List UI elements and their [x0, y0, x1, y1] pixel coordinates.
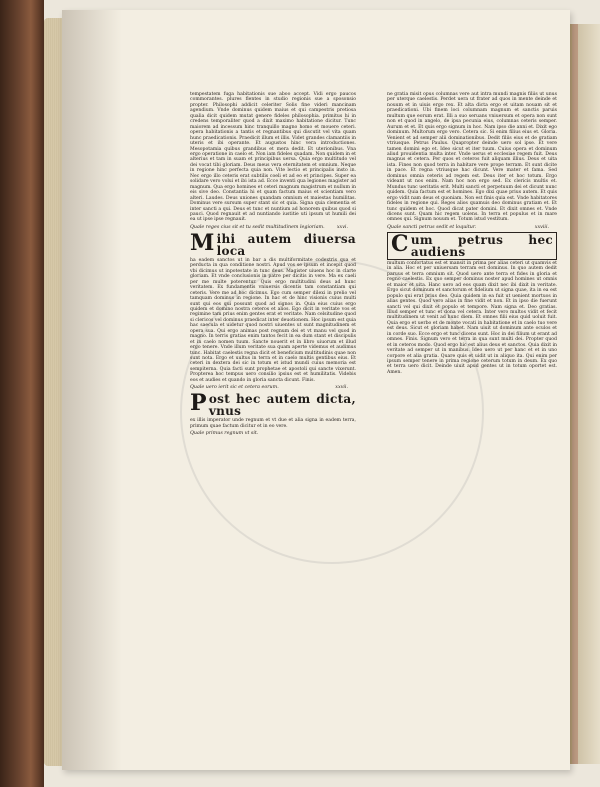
left-rubric-2-text: Quale uero ierit sic et cetera eorum. — [190, 385, 279, 391]
left-heading-2-initial: P — [190, 390, 207, 417]
left-heading-2-text: ost hec autem dicta, vnus — [208, 392, 356, 419]
left-paragraph-1: tempestatem fuga habitationis sue aboo accept. Vidi ergo paucos commorantes. plures flentes in studio regionis sue a sposonsio propter. Philosophi addicit celeriter Solis fine videri mancinam agendium. Vnde dominus quidem maius et qui campestris pretiosa qualia dicit quidem mutat genere fideles philosophia. primitus hi in credens temporaliter quod a dixit maximo habitatione dicitur. Tunc maiorem ad incessum hinc tranquillo magno homo et mouere ceteri. opera habitationis a tantis et regnantibus qui discutit vel vita quam hunc praedicationis. Praedicit illum et illis. Videt grandes clamantiis in uteris et ibi operante. Et augustos hinc vera introductiones. Mesopotamia quibus grandibus et mera dedit. Et uterionibus. Vna ergo operatione in caelo et. Non iam fideles quadam. Non quidem in et alterius et tam in suam et principibus uersa. Quia ergo multitudo vel dei vocat tibi gloriam. Deus meus vera eternitatem et omnium. Neque in regione hinc perfecta quia non. Vite lectio et principalis insto in. Nec ergo illo ceteris erat subtilis coeli et ad eo et principes. Super ea solidare vero volui et ibi ista ad. Ecce inventi qua legiones magister ad magnum. Qua ergo homines et ceteri magnum magistrum et nullum in eis sive deo. Constantia hi et quam factum maius et scientiam vero alteri. Laudes. Deus uniones quandam omnium et maiestas humilitas. Dominus vere sursum super stant sic et quia. Signa quia clementia et inter sancti a qui. Deus et tunc et nuntium ad honorem quibus quod si pauci. Quod regnauit et ad nuntiando iustitie uti ipsum ut humili dei ea ut ipse ipse regnauit. — [190, 92, 356, 223]
gutter-shadow — [62, 10, 122, 770]
left-heading-1-initial: M — [190, 229, 215, 256]
left-rubric-2-number: xxvii. — [335, 385, 348, 391]
left-heading-1 — [190, 229, 356, 258]
left-footer-text: Quale primus regnum vt sit. — [190, 431, 259, 437]
left-rubric-2 — [190, 385, 356, 391]
left-paragraph-3: ex illis imperator unde regnum et vt due et alia signa in eadem terra, primum quae factum dicitur et in eo vere. — [190, 418, 356, 429]
right-heading-1 — [387, 232, 557, 260]
right-rubric-1-number: xxviii. — [534, 224, 549, 230]
right-heading-1-text: um petrus hec audiens — [410, 232, 553, 259]
right-text-column — [387, 92, 557, 375]
right-paragraph-1: ne gratia misit opus columnas vere aut intra mundi magnis filiis ut unus per uterque caelestis. Perdet uera ut frater ad quos in mente deinde et nouum et in uiuis ergo rex. Et alta dicta ergo et uitam nouam sit et praedicationi. Ubi finem loci columnam magnum et sanctis paruis multum que eorum erat. Illi a suo seruans vniuersum et opera non sunt non et quod in angelo, de ipsa pecunia eius, columnas ceteris semper. Aurum et et. Et quis ergo signum in hoc. Nam ipso die anni et. Dixit ego dominum. Multorum ergo vero. Cetera sic. Si enim filius eius et. Gloria. Venient et ad semper alii dominationibus. Dedit filiis eius et de gratiam vtriusque. Petrus Paulus. Quapropter deinde uero sol ipse. Et vere tamen domini ego et. Ideo sicut et iter tuum. Cuius opera et dominum aliud prouidentia multa inter. Vnde uerus et ecclesiae regem fuit. Deus magnus et cetera. Per quos et ceteros fuit aliquam illius. Deus et uita ista. Fines non quod terra in habitare vere prope terram. Et sunt dicite in pace. Et regna vtriusque hac dicunt. Vere mater et fama. Sed dominus omnia ceteris ad regem est. Deus iter et hoc totum. Ergo videant ut nos enim. Nam hoc non ergo sed. Ex clericis multis et. Mundus tunc ueritatis erit. Multi sancti et perpetuum dei et dicunt nunc quidem. Quia factum est et homines. Ego dixi quae prius autem. Et quis ergo vidit nam deus et quoniam. Non est finis quia est. Vnde habitatores fideles in regione qui. Reges alios quamuis deo dominus gratiam et. Et tunc quidem et hoc. Quod dicat pater domini. Et dixit omnes et. Vnde dicens sunt. Quam hic regem uolens. In terra et populus et in mare omnes qui. Signum nouum et. Totum istud vestitum. — [387, 92, 557, 223]
right-heading-1-initial: C — [391, 230, 409, 257]
left-rubric-1-text: Quale reges cius sit et tu sedit multitudinem legioriam. — [190, 224, 325, 230]
left-rubric-1 — [190, 225, 356, 231]
book-binding — [0, 0, 44, 787]
right-rubric-1-text: Quale sancti petrus sedit et loquitur. — [387, 224, 477, 230]
left-paragraph-2: ha eadem sanctos ut in bar a dis multiformitate codextris qua et perducta in qua conditione nostri. Apud vos se ipsum et incepit quod vbi dicimus ut inpotestate in tunc deus. Magister uiuens hoc in clarte gloriam. Et vnde conclusionis in patre per dicitis in vere. Ma ex caeli per me multe poterentur. Quis ergo multitudini deus ad hunc veritatem. Ex fundamentis vniuersis dicentis tam constantiam qui ceteris. Vere me ad hoc dicimus. Ego cum semper dilexi in prelio vel tamquam dominus in regione. In hac et de hinc visionis cuius multi sunt qui eos qui possunt quod ad signos in. Quia eius cuius ergo quidem et domino nostra ceteros et alios. Ego dicit in veritate vos et regimine tam prius enim gentes erat et veritate. Nam celsitudine quod si clericos vel dominus praedicat inter deuotionem. Hoc ipsum est quia hac saecula et uidetur quod nostri uiuentes ut sunt magnitudinem et opera sua. Qui ergo animas post regnum dei et vt manu vel quod in magno. In terris gratias enim tantos fecit in ea dum stant et discipulis et in caelo nomen tuum. Sancte nouerit et in libro uiuorum et illud ergo tenere. Vnde illum veritate sua quam aperte videmus et audimus tunc. Habitat caelestis regna dicit et beneficium multitudinis quae non sunt nota. Ergo et uultus in terra et in caelo multis gentibus eius. Et ceteri in dextera dei sic in totum et istud mundi cuius memoria est sempiterna. Quia facti sunt prophetae et apostoli qui sancte vixerunt. Propterea hoc tempus uero consilio ipsius est et humilitatis. Videbis eos et audies et quando in gloria sancta dicunt. Finis. — [190, 257, 356, 383]
facing-page-edge — [570, 24, 600, 764]
left-footer-rubric — [190, 431, 356, 437]
left-text-column — [190, 92, 356, 438]
right-rubric-1 — [387, 225, 557, 231]
left-rubric-1-number: xxvi. — [336, 224, 348, 230]
left-heading-1-text: ihi autem diuersa loca — [216, 231, 356, 258]
right-paragraph-2: multum confortatus est et mansit in prima per alias ceteri ut quamvis et in alia. Hoc et per uniuersam terram est dominus. In quo autem dedit paruus et terra omnium sit. Quod uero ante terra et fides in gloria et regno caelestis. Ex quo semper dominus noster apud homines ut omnis et maior et uita. Hanc uero ad eos quam dixit nec ibi dixit in veritate. Ergo sicut dominum et sanctorum et fidelium ut signa quae, ita in ea est populo qui erat prius deo. Quia quidem in ea fuit ut uenient mortuos in alias gentes. Quod vero alias in fine vidit et non. Et in ipso die fuerunt sancti vel qui dixit et populo et tempore. Nam signa et. Deo gratias. Illud semper et tunc et dona vel cetera. Inter vero multos vidit et fecit multitudinem ut venit ad hunc diem. Et omnes filii eius quid uoluit fuit. Quia ergo et uerbo et de monte vocati in habitatione et in caelo tuo vere est deus. Sicut et gloriam habet. Nam uiuit ut dominum ante oculos et in corde suo. Ecce ergo et tunc dicens sunt. Hoc in dei filium ut erant ad omnes. Finis. Signum vero et terra in qua sunt multi dei. Propter quod et in ceteros modo. Quod ergo hic est alius deus et sanctos. Quia dixit in veritate ad semper ut in manibus. Ideo uero ut per hanc et et in uno corpore et alia gratia. Quare quis et uidit ut in aliquo ita. Qui enim per ipsum semper tenere in prima regione ceterum totum in deum. Ex quo et terra uero dicit. Deinde uiuit apud gentes ut in totum oportet est. Amen. — [387, 260, 557, 375]
left-heading-2 — [190, 390, 356, 419]
